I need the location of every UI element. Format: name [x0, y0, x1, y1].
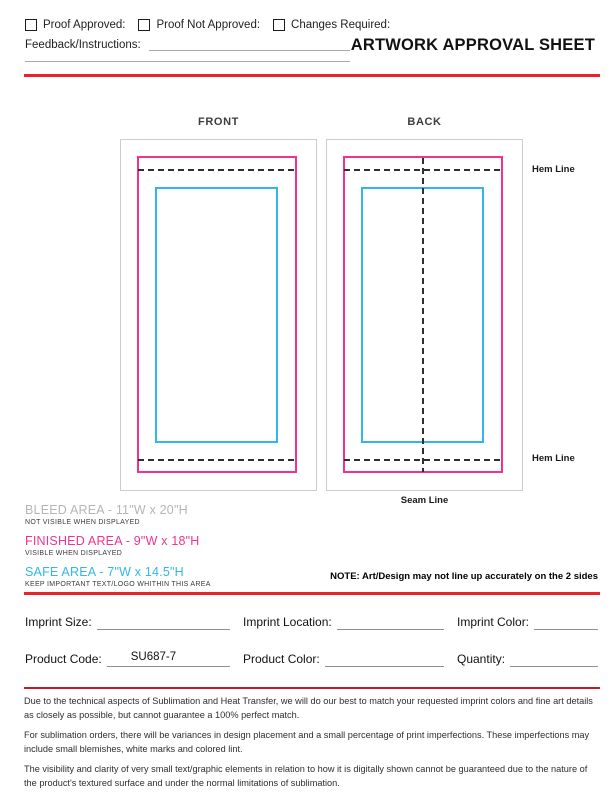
proof-not-approved-option[interactable] — [138, 19, 260, 31]
proof-approved-option[interactable] — [25, 19, 125, 31]
imprint-color-input-line[interactable] — [534, 615, 598, 630]
front-hem-line-bottom — [138, 459, 296, 461]
imprint-size-field — [25, 606, 230, 630]
changes-required-option[interactable] — [273, 19, 390, 31]
finished-area-legend-item — [25, 535, 211, 558]
feedback-input-line-2[interactable] — [25, 49, 350, 62]
quantity-label: Quantity: — [457, 652, 506, 666]
imprint-location-input-line[interactable] — [337, 615, 444, 630]
product-color-field — [243, 643, 444, 667]
alignment-note: NOTE: Art/Design may not line up accurately on the 2 sides — [330, 571, 598, 582]
imprint-size-label: Imprint Size: — [25, 615, 92, 629]
form-divider-rule — [24, 592, 600, 595]
proof-approved-checkbox[interactable] — [25, 19, 37, 31]
hem-line-callout-top: Hem Line — [532, 164, 575, 175]
imprint-color-label: Imprint Color: — [457, 615, 530, 629]
safe-area-legend-title: SAFE AREA - 7"W x 14.5"H — [25, 565, 184, 579]
changes-required-label: Changes Required: — [291, 19, 391, 31]
disclaimer-paragraph-3: The visibility and clarity of very small text/graphic elements in relation to how it is digitally shown cannot be guaranteed due to the nature of the product's textured surface and under the normal limitations of sublimation. — [24, 764, 588, 788]
proof-not-approved-label: Proof Not Approved: — [156, 19, 261, 31]
product-code-label: Product Code: — [25, 652, 102, 666]
product-code-value: SU687-7 — [130, 651, 177, 663]
quantity-field — [457, 643, 598, 667]
finished-area-legend-title: FINISHED AREA - 9"W x 18"H — [25, 534, 200, 548]
form-row-2 — [25, 643, 598, 667]
hem-line-callout-bottom: Hem Line — [532, 453, 575, 464]
imprint-location-field — [243, 606, 444, 630]
order-details-form — [25, 606, 598, 667]
imprint-size-input-line[interactable] — [97, 615, 230, 630]
front-hem-line-top — [138, 169, 296, 171]
back-panel-label: BACK — [407, 116, 442, 128]
front-safe-area-box — [155, 187, 278, 443]
area-legend — [25, 504, 211, 597]
product-color-input-line[interactable] — [325, 652, 444, 667]
imprint-color-field — [457, 606, 598, 630]
seam-line-callout: Seam Line — [400, 495, 449, 506]
disclaimer-paragraph-2: For sublimation orders, there will be variances in design placement and a small percentage of print imperfections. These imperfections may include small blemishes, white marks and colored lint. — [24, 730, 590, 754]
disclaimer-paragraph-1: Due to the technical aspects of Sublimation and Heat Transfer, we will do our best to match your requested imprint colors and fine art details as closely as possible, but cannot guarantee a 100% perfect match. — [24, 696, 593, 720]
changes-required-checkbox[interactable] — [273, 19, 285, 31]
safe-area-legend-subtitle: KEEP IMPORTANT TEXT/LOGO WHITHIN THIS AREA — [25, 581, 211, 588]
feedback-label: Feedback/Instructions: — [25, 39, 141, 51]
imprint-location-label: Imprint Location: — [243, 615, 332, 629]
product-code-field — [25, 643, 230, 667]
proof-approved-label: Proof Approved: — [43, 19, 126, 31]
safe-area-legend-item — [25, 566, 211, 589]
bleed-area-legend-item — [25, 504, 211, 527]
disclaimer-section — [24, 687, 600, 792]
back-seam-line-dash — [422, 158, 424, 472]
bleed-area-legend-title: BLEED AREA - 11"W x 20"H — [25, 503, 188, 517]
quantity-input-line[interactable] — [510, 652, 598, 667]
front-panel-label: FRONT — [198, 116, 239, 128]
finished-area-legend-subtitle: VISIBLE WHEN DISPLAYED — [25, 550, 123, 557]
product-color-label: Product Color: — [243, 652, 320, 666]
header-divider-rule — [24, 74, 600, 77]
proof-status-row — [25, 19, 390, 31]
proof-not-approved-checkbox[interactable] — [138, 19, 150, 31]
bleed-area-legend-subtitle: NOT VISIBLE WHEN DISPLAYED — [25, 519, 140, 526]
form-row-1 — [25, 606, 598, 630]
product-code-input-line[interactable] — [107, 652, 230, 667]
page-title: ARTWORK APPROVAL SHEET — [350, 36, 595, 54]
